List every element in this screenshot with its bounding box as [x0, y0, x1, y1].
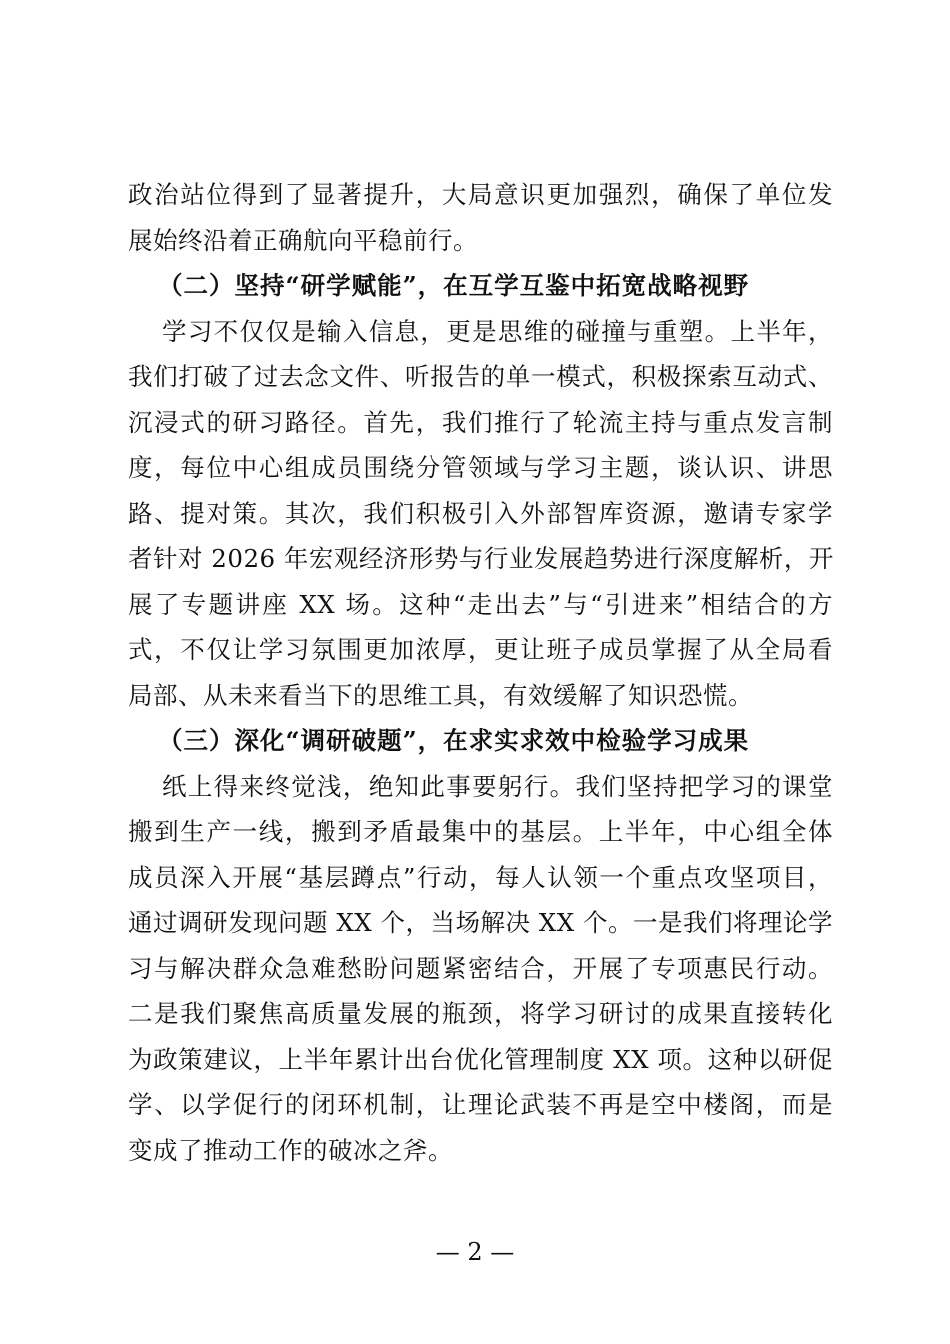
paragraph-line: 沉浸式的研习路径。首先，我们推行了轮流主持与重点发言制 — [128, 408, 833, 437]
paragraph-line: 度，每位中心组成员围绕分管领域与学习主题，谈认识、讲思 — [128, 453, 833, 482]
paragraph-line: 我们打破了过去念文件、听报告的单一模式，积极探索互动式、 — [128, 362, 833, 391]
paragraph-line: 通过调研发现问题 XX 个，当场解决 XX 个。一是我们将理论学 — [128, 908, 833, 937]
paragraph-line: 为政策建议，上半年累计出台优化管理制度 XX 项。这种以研促 — [128, 1045, 833, 1074]
paragraph-line: 二是我们聚焦高质量发展的瓶颈，将学习研讨的成果直接转化 — [128, 999, 833, 1028]
page-number: — 2 — — [435, 1238, 515, 1266]
paragraph-line: 纸上得来终觉浅，绝知此事要躬行。我们坚持把学习的课堂 — [162, 772, 833, 801]
paragraph-line: 局部、从未来看当下的思维工具，有效缓解了知识恐慌。 — [128, 681, 753, 710]
paragraph-line: 成员深入开展“基层蹲点”行动，每人认领一个重点攻坚项目， — [128, 863, 833, 892]
paragraph-line: 学、以学促行的闭环机制，让理论武装不再是空中楼阁，而是 — [128, 1090, 833, 1119]
paragraph-line: 展了专题讲座 XX 场。这种“走出去”与“引进来”相结合的方 — [128, 590, 833, 619]
paragraph-line: 变成了推动工作的破冰之斧。 — [128, 1136, 453, 1165]
paragraph-line: 搬到生产一线，搬到矛盾最集中的基层。上半年，中心组全体 — [128, 817, 833, 846]
paragraph-line: 学习不仅仅是输入信息，更是思维的碰撞与重塑。上半年， — [162, 317, 833, 346]
paragraph-line: 习与解决群众急难愁盼问题紧密结合，开展了专项惠民行动。 — [128, 954, 833, 983]
paragraph-line: 政治站位得到了显著提升，大局意识更加强烈，确保了单位发 — [128, 180, 833, 209]
paragraph-line: 式，不仅让学习氛围更加浓厚，更让班子成员掌握了从全局看 — [128, 635, 833, 664]
section-heading-2: （二）坚持“研学赋能”，在互学互鉴中拓宽战略视野 — [158, 271, 750, 300]
paragraph-line: 展始终沿着正确航向平稳前行。 — [128, 226, 478, 255]
paragraph-line: 路、提对策。其次，我们积极引入外部智库资源，邀请专家学 — [128, 499, 833, 528]
paragraph-line: 者针对 2026 年宏观经济形势与行业发展趋势进行深度解析，开 — [128, 544, 834, 573]
section-heading-3: （三）深化“调研破题”，在求实求效中检验学习成果 — [158, 726, 750, 755]
